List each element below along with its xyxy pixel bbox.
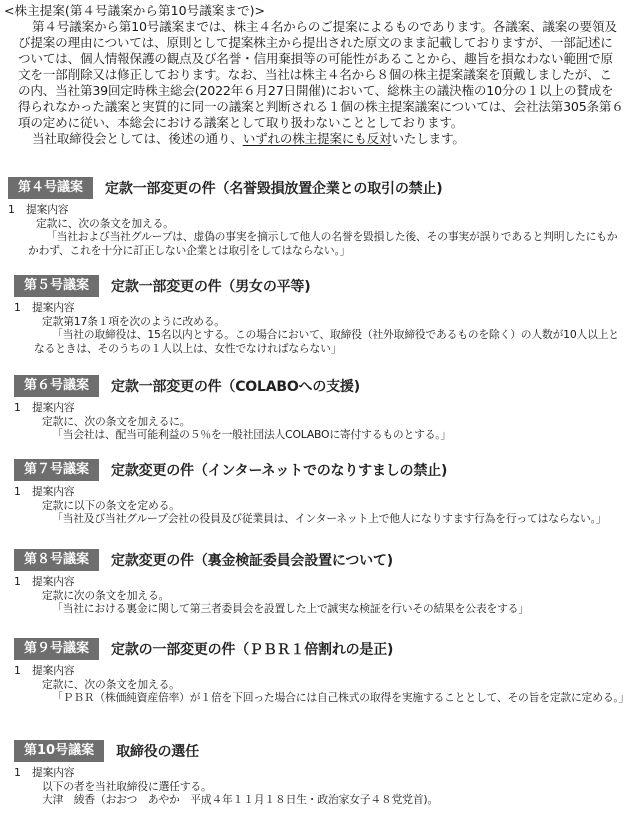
proposal-number-badge: 第５号議案 xyxy=(14,275,99,297)
proposal-number-badge: 第４号議案 xyxy=(8,177,93,199)
proposal-item-7 xyxy=(14,459,628,526)
proposal-title: 取締役の選任 xyxy=(116,744,199,760)
proposal-header xyxy=(14,275,628,297)
proposal-body xyxy=(14,766,628,807)
proposal-sub-number: 1 xyxy=(14,664,21,677)
proposal-sub-number: 1 xyxy=(14,301,21,314)
proposal-quote: 「当社及び当社グループ会社の役員及び従業員は、インターネット上で他人になりすます行為を行ってはならない。」 xyxy=(52,512,607,525)
proposal-item-6 xyxy=(14,375,628,442)
proposal-instruction: 定款に、次の条文を加えるに。 xyxy=(42,414,191,428)
proposal-instruction: 定款に、次の条文を加える。 xyxy=(36,216,174,230)
candidate-details: 大津 綾香（おおつ あやか 平成４年１１月１８日生・政治家女子４８党党首)。 xyxy=(42,793,438,806)
proposal-item-9 xyxy=(14,638,628,705)
proposal-body xyxy=(14,664,628,705)
proposal-content-label: 提案内容 xyxy=(32,766,75,779)
proposal-number-badge: 第９号議案 xyxy=(14,638,99,660)
proposal-title: 定款の一部変更の件（ＰＢＲ１倍割れの是正) xyxy=(111,642,394,658)
intro-section xyxy=(4,3,624,147)
proposal-content-label: 提案内容 xyxy=(32,575,75,588)
proposal-quote: 「当社および当社グループは、虚偽の事実を摘示して他人の名誉を毀損した後、その事実が誤りであると判明したにもかかわず、これを十分に訂正しない企業とは取引をしてはならない。」 xyxy=(28,230,618,257)
proposal-content-label: 提案内容 xyxy=(32,664,75,677)
proposal-header xyxy=(8,177,622,199)
proposal-sub-number: 1 xyxy=(14,485,21,498)
proposal-item-5 xyxy=(14,275,628,355)
proposal-title: 定款変更の件（インターネットでのなりすましの禁止) xyxy=(111,463,448,479)
proposal-body xyxy=(14,401,628,442)
proposal-instruction: 定款に以下の条文を定める。 xyxy=(42,498,180,512)
proposal-instruction: 定款第17条１項を次のように改める。 xyxy=(42,314,225,328)
proposal-header xyxy=(14,638,628,660)
proposal-body xyxy=(8,203,622,257)
proposal-title: 定款変更の件（裏金検証委員会設置について) xyxy=(111,553,393,569)
proposal-title: 定款一部変更の件（男女の平等) xyxy=(111,279,311,295)
proposal-body xyxy=(14,301,628,355)
section-heading: <株主提案(第４号議案から第10号議案まで)> xyxy=(4,3,266,18)
proposal-content-label: 提案内容 xyxy=(32,401,75,414)
proposal-number-badge: 第６号議案 xyxy=(14,375,99,397)
proposal-instruction: 定款に、次の条文を加える。 xyxy=(42,677,180,691)
proposal-instruction: 定款に次の条文を加える。 xyxy=(42,588,170,602)
intro-paragraph: 第４号議案から第10号議案までは、株主４名からのご提案によるものであります。各議案、議案の要領及び提案の理由については、原則として提案株主から提出された原文のまま記載しておりますが、一部記述については、個人情報保護の観点及び名誉・信用棄損等の可能性があることから、趣旨を損なわない範囲で原文を一部削除又は修正しております。なお、当社は株主４名から８個の株主提案議案を頂戴しましたが、この内、当社第39回定時株主総会(2022年６月27日開催)において、総株主の議決権の10分の１以上の賛成を得られなかった議案と実質的に同一の議案と判断される１個の株主提案議案については、会社法第305条第６項の定めに従い、本総会における議案として取り扱わないこととしております。 xyxy=(18,19,624,130)
proposal-item-10 xyxy=(14,740,628,807)
proposal-content-label: 提案内容 xyxy=(26,203,69,216)
proposal-sub-number: 1 xyxy=(14,401,21,414)
proposal-header xyxy=(14,549,628,571)
proposal-title: 定款一部変更の件（名誉毀損放置企業との取引の禁止) xyxy=(105,181,443,197)
proposal-header xyxy=(14,459,628,481)
proposal-instruction: 以下の者を当社取締役に選任する。 xyxy=(42,779,212,793)
proposal-body xyxy=(14,485,628,526)
board-stance-underlined: いずれの株主提案にも反対 xyxy=(242,131,392,146)
proposal-number-badge: 第８号議案 xyxy=(14,549,99,571)
board-stance-suffix: いたします。 xyxy=(391,131,465,146)
board-stance-prefix: 当社取締役会としては、後述の通り、 xyxy=(32,131,243,146)
proposal-quote: 「当社における裏金に関して第三者委員会を設置した上で誠実な検証を行いその結果を公表をする」 xyxy=(52,602,529,615)
proposal-title: 定款一部変更の件（COLABOへの支援) xyxy=(111,379,360,395)
proposal-number-badge: 第７号議案 xyxy=(14,459,99,481)
proposal-item-4 xyxy=(8,177,622,257)
proposal-sub-number: 1 xyxy=(8,203,15,216)
proposal-quote: 「当会社は、配当可能利益の５％を一般社団法人COLABOに寄付するものとする。」 xyxy=(52,428,452,441)
proposal-number-badge: 第10号議案 xyxy=(14,740,104,762)
proposal-item-8 xyxy=(14,549,628,616)
proposal-quote: 「ＰＢＲ（株価純資産倍率）が１倍を下回った場合には自己株式の取得を実施することとして、その旨を定款に定める。」 xyxy=(52,691,630,704)
proposal-sub-number: 1 xyxy=(14,766,21,779)
proposal-header xyxy=(14,375,628,397)
proposal-content-label: 提案内容 xyxy=(32,485,75,498)
proposal-body xyxy=(14,575,628,616)
proposal-quote: 「当社の取締役は、15名以内とする。この場合において、取締役（社外取締役であるものを除く）の人数が10人以上となるときは、そのうちの１人以上は、女性でなければならない」 xyxy=(34,328,619,355)
proposal-header xyxy=(14,740,628,762)
proposal-content-label: 提案内容 xyxy=(32,301,75,314)
board-stance xyxy=(4,131,624,147)
proposal-sub-number: 1 xyxy=(14,575,21,588)
